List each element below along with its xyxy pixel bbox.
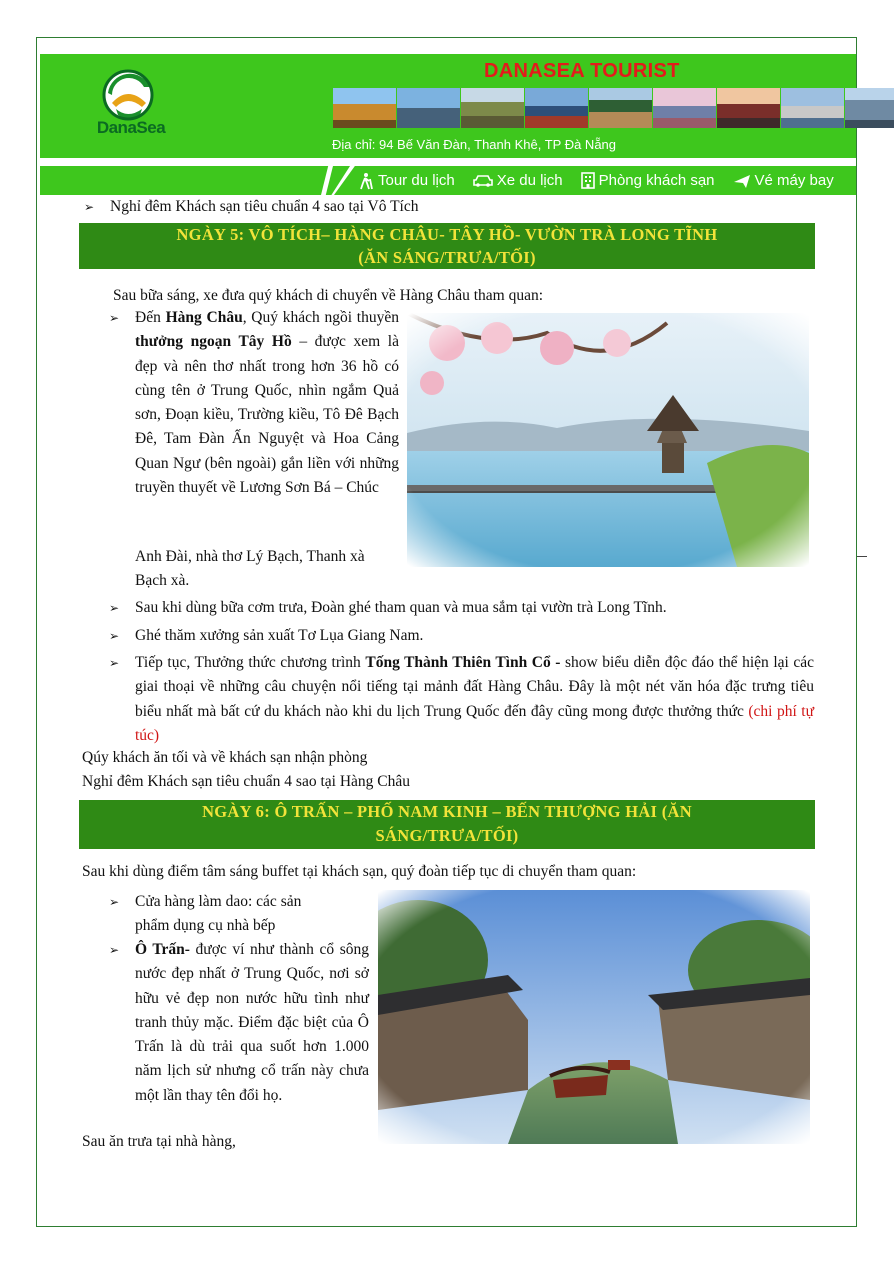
day5-overnight: Nghỉ đêm Khách sạn tiêu chuẩn 4 sao tại Hàng Châu: [82, 773, 410, 790]
nav-flight[interactable]: [733, 172, 834, 189]
day6-bullet-1-line2: phẩm dụng cụ nhà bếp: [135, 917, 276, 934]
nav-hotel[interactable]: [581, 172, 715, 189]
thumb-mountain: [653, 88, 716, 128]
day6-bullet-2-text: Ô Trấn- được ví như thành cổ sông nước đẹp nhất ở Trung Quốc, nơi sở hữu vẻ đẹp non nước hữu tình như tranh thủy mặc. Điểm đặc biệt của Ô Trấn là dù trải qua suốt hơn 1.000 năm lịch sử nhưng cổ trấn này chưa một lần thay tên đổi họ.: [135, 941, 369, 1104]
thumb-palace: [589, 88, 652, 128]
logo-wordmark: DanaSea: [96, 118, 166, 137]
nav-flight-label: Vé máy bay: [754, 172, 834, 189]
thumb-pagoda: [717, 88, 780, 128]
hiker-icon: [358, 172, 374, 190]
arrow-bullet-icon: ➢: [84, 200, 95, 214]
nav-bar: [40, 166, 856, 195]
company-address: Địa chỉ: 94 Bế Văn Đàn, Thanh Khê, TP Đà Nẵng: [332, 137, 617, 152]
west-lake-photo: [407, 313, 809, 567]
list-item-text: Ghé thăm xưởng sản xuất Tơ Lụa Giang Nam.: [135, 627, 424, 644]
day5-bullet-1-end: Bạch xà.: [135, 572, 190, 589]
day5-title-line1: NGÀY 5: VÔ TÍCH– HÀNG CHÂU- TÂY HỒ- VƯỜN TRÀ LONG TĨNH: [176, 225, 718, 244]
day6-bullet-1: [109, 890, 301, 914]
plane-icon: [733, 173, 751, 189]
list-item: [84, 195, 419, 219]
day6-after-lunch: Sau ăn trưa tại nhà hàng,: [82, 1133, 236, 1150]
nav-hotel-label: Phòng khách sạn: [598, 172, 715, 189]
day6-title-line1: NGÀY 6: Ô TRẤN – PHỐ NAM KINH – BẾN THƯỢNG HẢI (ĂN: [202, 802, 692, 821]
thumb-harbor: [525, 88, 588, 128]
day5-header: [79, 223, 815, 269]
day5-bullet-1-cont: Anh Đài, nhà thơ Lý Bạch, Thanh xà: [135, 548, 365, 565]
day5-bullet-4: [109, 651, 814, 748]
thumb-merlion: [781, 88, 844, 128]
destination-thumbnails: [333, 88, 894, 128]
nav-bar-left: [40, 166, 350, 195]
day5-intro: Sau bữa sáng, xe đưa quý khách di chuyển về Hàng Châu tham quan:: [113, 287, 544, 304]
car-icon: [473, 174, 493, 188]
edge-mark: [857, 556, 867, 557]
list-item: [109, 624, 423, 648]
thumb-great-wall: [461, 88, 524, 128]
day5-bullet-4-text: Tiếp tục, Thưởng thức chương trình Tống Thành Thiên Tình Cổ - show biểu diễn độc đáo thể hiện lại các giai thoại về những câu chuyện nổi tiếng tại mảnh đất Hàng Châu. Đây là một nét văn hóa đặc trưng tiêu biểu nhất mà bất cứ du khách nào khi du lịch Trung Quốc đến đây cũng mong được thưởng thức (chi phí tự túc): [135, 654, 814, 744]
nav-items: [358, 166, 852, 195]
arrow-bullet-icon: ➢: [109, 311, 120, 325]
wuzhen-photo: [378, 890, 810, 1144]
arrow-bullet-icon: ➢: [109, 629, 120, 643]
nav-car-label: Xe du lịch: [496, 172, 563, 189]
day5-bullet-1: [109, 306, 399, 500]
day5-bullet-1-text: Đến Hàng Châu, Quý khách ngồi thuyền thưởng ngoạn Tây Hồ – được xem là đẹp và nên thơ nhất trong hơn 36 hồ có cùng tên ở Trung Quốc, nhìn ngắm Quả sơn, Đoạn kiều, Trường kiều, Tô Đê Bạch Đê, Tam Đàn Ấn Nguyệt và Hoa Cảng Quan Ngư (bên ngoài) gắn liền với những truyền thuyết về Lương Sơn Bá – Chúc: [135, 309, 399, 497]
nav-tour-label: Tour du lịch: [378, 172, 455, 189]
extra-cost-note: (chi phí tự túc): [135, 702, 814, 744]
thumb-temple: [333, 88, 396, 128]
day6-intro: Sau khi dùng điểm tâm sáng buffet tại khách sạn, quý đoàn tiếp tục di chuyển tham quan:: [82, 863, 637, 880]
hotel-icon: [581, 172, 595, 189]
west-lake-illustration: [407, 313, 809, 567]
list-item: [109, 596, 667, 620]
day5-title-line2: (ĂN SÁNG/TRƯA/TỐI): [358, 248, 536, 267]
thumb-skyscrapers: [845, 88, 894, 128]
brand-title: DANASEA TOURIST: [484, 60, 680, 82]
thumb-tower-city: [397, 88, 460, 128]
wuzhen-illustration: [378, 890, 810, 1144]
arrow-bullet-icon: ➢: [109, 943, 120, 957]
nav-car[interactable]: [473, 172, 563, 189]
arrow-bullet-icon: ➢: [109, 656, 120, 670]
list-item-text: Nghỉ đêm Khách sạn tiêu chuẩn 4 sao tại Vô Tích: [110, 198, 419, 215]
nav-tour[interactable]: [358, 172, 455, 190]
day6-bullet-2: [109, 938, 369, 1108]
arrow-bullet-icon: ➢: [109, 895, 120, 909]
day6-title-line2: SÁNG/TRƯA/TỐI): [375, 826, 519, 845]
list-item-text: Sau khi dùng bữa cơm trưa, Đoàn ghé tham quan và mua sắm tại vườn trà Long Tĩnh.: [135, 599, 667, 616]
day5-dinner: Qúy khách ăn tối và về khách sạn nhận phòng: [82, 749, 368, 766]
day6-header: [79, 800, 815, 849]
day6-bullet-1-line1: Cửa hàng làm dao: các sản: [135, 893, 302, 910]
arrow-bullet-icon: ➢: [109, 601, 120, 615]
